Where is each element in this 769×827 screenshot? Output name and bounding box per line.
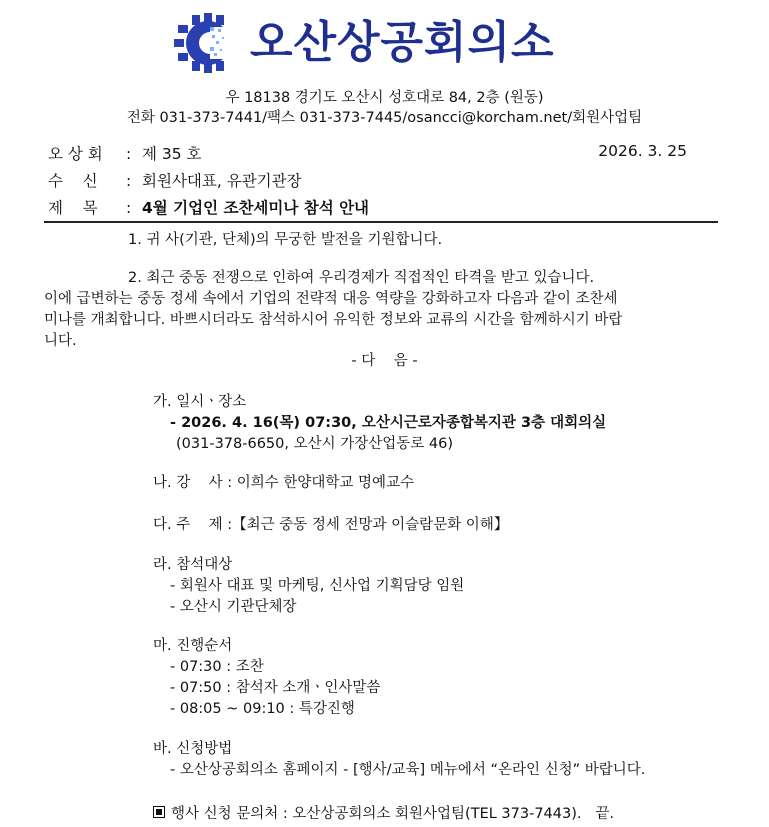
section-na: 나. 강 사 : 이희수 한양대학교 명예교수 [153, 475, 415, 491]
section-ma-line1: - 07:30 : 조찬 [170, 659, 264, 675]
subject-label: 제 목 [48, 199, 98, 217]
section-ga-line1: - 2026. 4. 16(목) 07:30, 오산시근로자종합복지관 3층 대회의실 [170, 415, 607, 431]
recipient-row: 수 신 : 회원사대표, 유관기관장 [48, 169, 302, 191]
recipient: 회원사대표, 유관기관장 [142, 172, 302, 190]
paragraph-2: 2. 최근 중동 전쟁으로 인하여 우리경제가 직접적인 타격을 받고 있습니다. [128, 270, 595, 286]
paragraph-2-cont-2: 미나를 개최합니다. 바쁘시더라도 참석하시어 유익한 정보와 교류의 시간을 함께하시기 바랍 [44, 312, 623, 328]
subject: 4월 기업인 조찬세미나 참석 안내 [142, 199, 370, 217]
section-ra-line1: - 회원사 대표 및 마케팅, 신사업 기획담당 임원 [170, 578, 465, 594]
section-da: 다. 주 제 :【최근 중동 정세 전망과 이슬람문화 이해】 [153, 517, 509, 533]
subject-row: 제 목 : 4월 기업인 조찬세미나 참석 안내 [48, 196, 369, 218]
doc-number-row: 오 상 회 : 제 35 호 [48, 142, 202, 164]
doc-date: 2026. 3. 25 [598, 142, 687, 160]
doc-number: 제 35 호 [142, 145, 202, 163]
section-ga-title: 가. 일시ㆍ장소 [153, 394, 247, 410]
org-logo [172, 10, 555, 76]
org-name: 오산상공회의소 [250, 17, 555, 68]
doc-number-label: 오 상 회 [48, 145, 103, 163]
contact-line: 전화 031-373-7441/팩스 031-373-7445/osancci@korcham.net/회원사업팀 [126, 110, 643, 126]
header-divider [44, 221, 718, 223]
section-ma-title: 마. 진행순서 [153, 638, 233, 654]
section-ma-line2: - 07:50 : 참석자 소개ㆍ인사말씀 [170, 680, 381, 696]
paragraph-2-cont-1: 이에 급변하는 중동 정세 속에서 기업의 전략적 대응 역량을 강화하고자 다음과 같이 조찬세 [44, 291, 618, 307]
section-ba-title: 바. 신청방법 [153, 741, 233, 757]
paragraph-2-cont-3: 니다. [44, 333, 77, 349]
footer-contact [153, 802, 614, 823]
section-ra-line2: - 오산시 기관단체장 [170, 599, 297, 615]
address-line: 우 18138 경기도 오산시 성호대로 84, 2층 (원동) [225, 90, 544, 106]
section-ma-line3: - 08:05 ~ 09:10 : 특강진행 [170, 701, 355, 717]
footer-contact-text: 행사 신청 문의처 : 오산상공회의소 회원사업팀(TEL 373-7443). 끝. [171, 806, 614, 822]
section-ra-title: 라. 참석대상 [153, 557, 233, 573]
square-bullet-icon [153, 806, 165, 818]
paragraph-1: 1. 귀 사(기관, 단체)의 무궁한 발전을 기원합니다. [128, 232, 443, 248]
section-ga-line2: (031-378-6650, 오산시 가장산업동로 46) [176, 436, 453, 452]
section-ba-line1: - 오산상공회의소 홈페이지 - [행사/교육] 메뉴에서 “온라인 신청” 바랍니다. [170, 762, 646, 778]
recipient-label: 수 신 [48, 172, 98, 190]
da-eum-heading: - 다 음 - [351, 353, 418, 369]
gear-icon [172, 11, 246, 75]
